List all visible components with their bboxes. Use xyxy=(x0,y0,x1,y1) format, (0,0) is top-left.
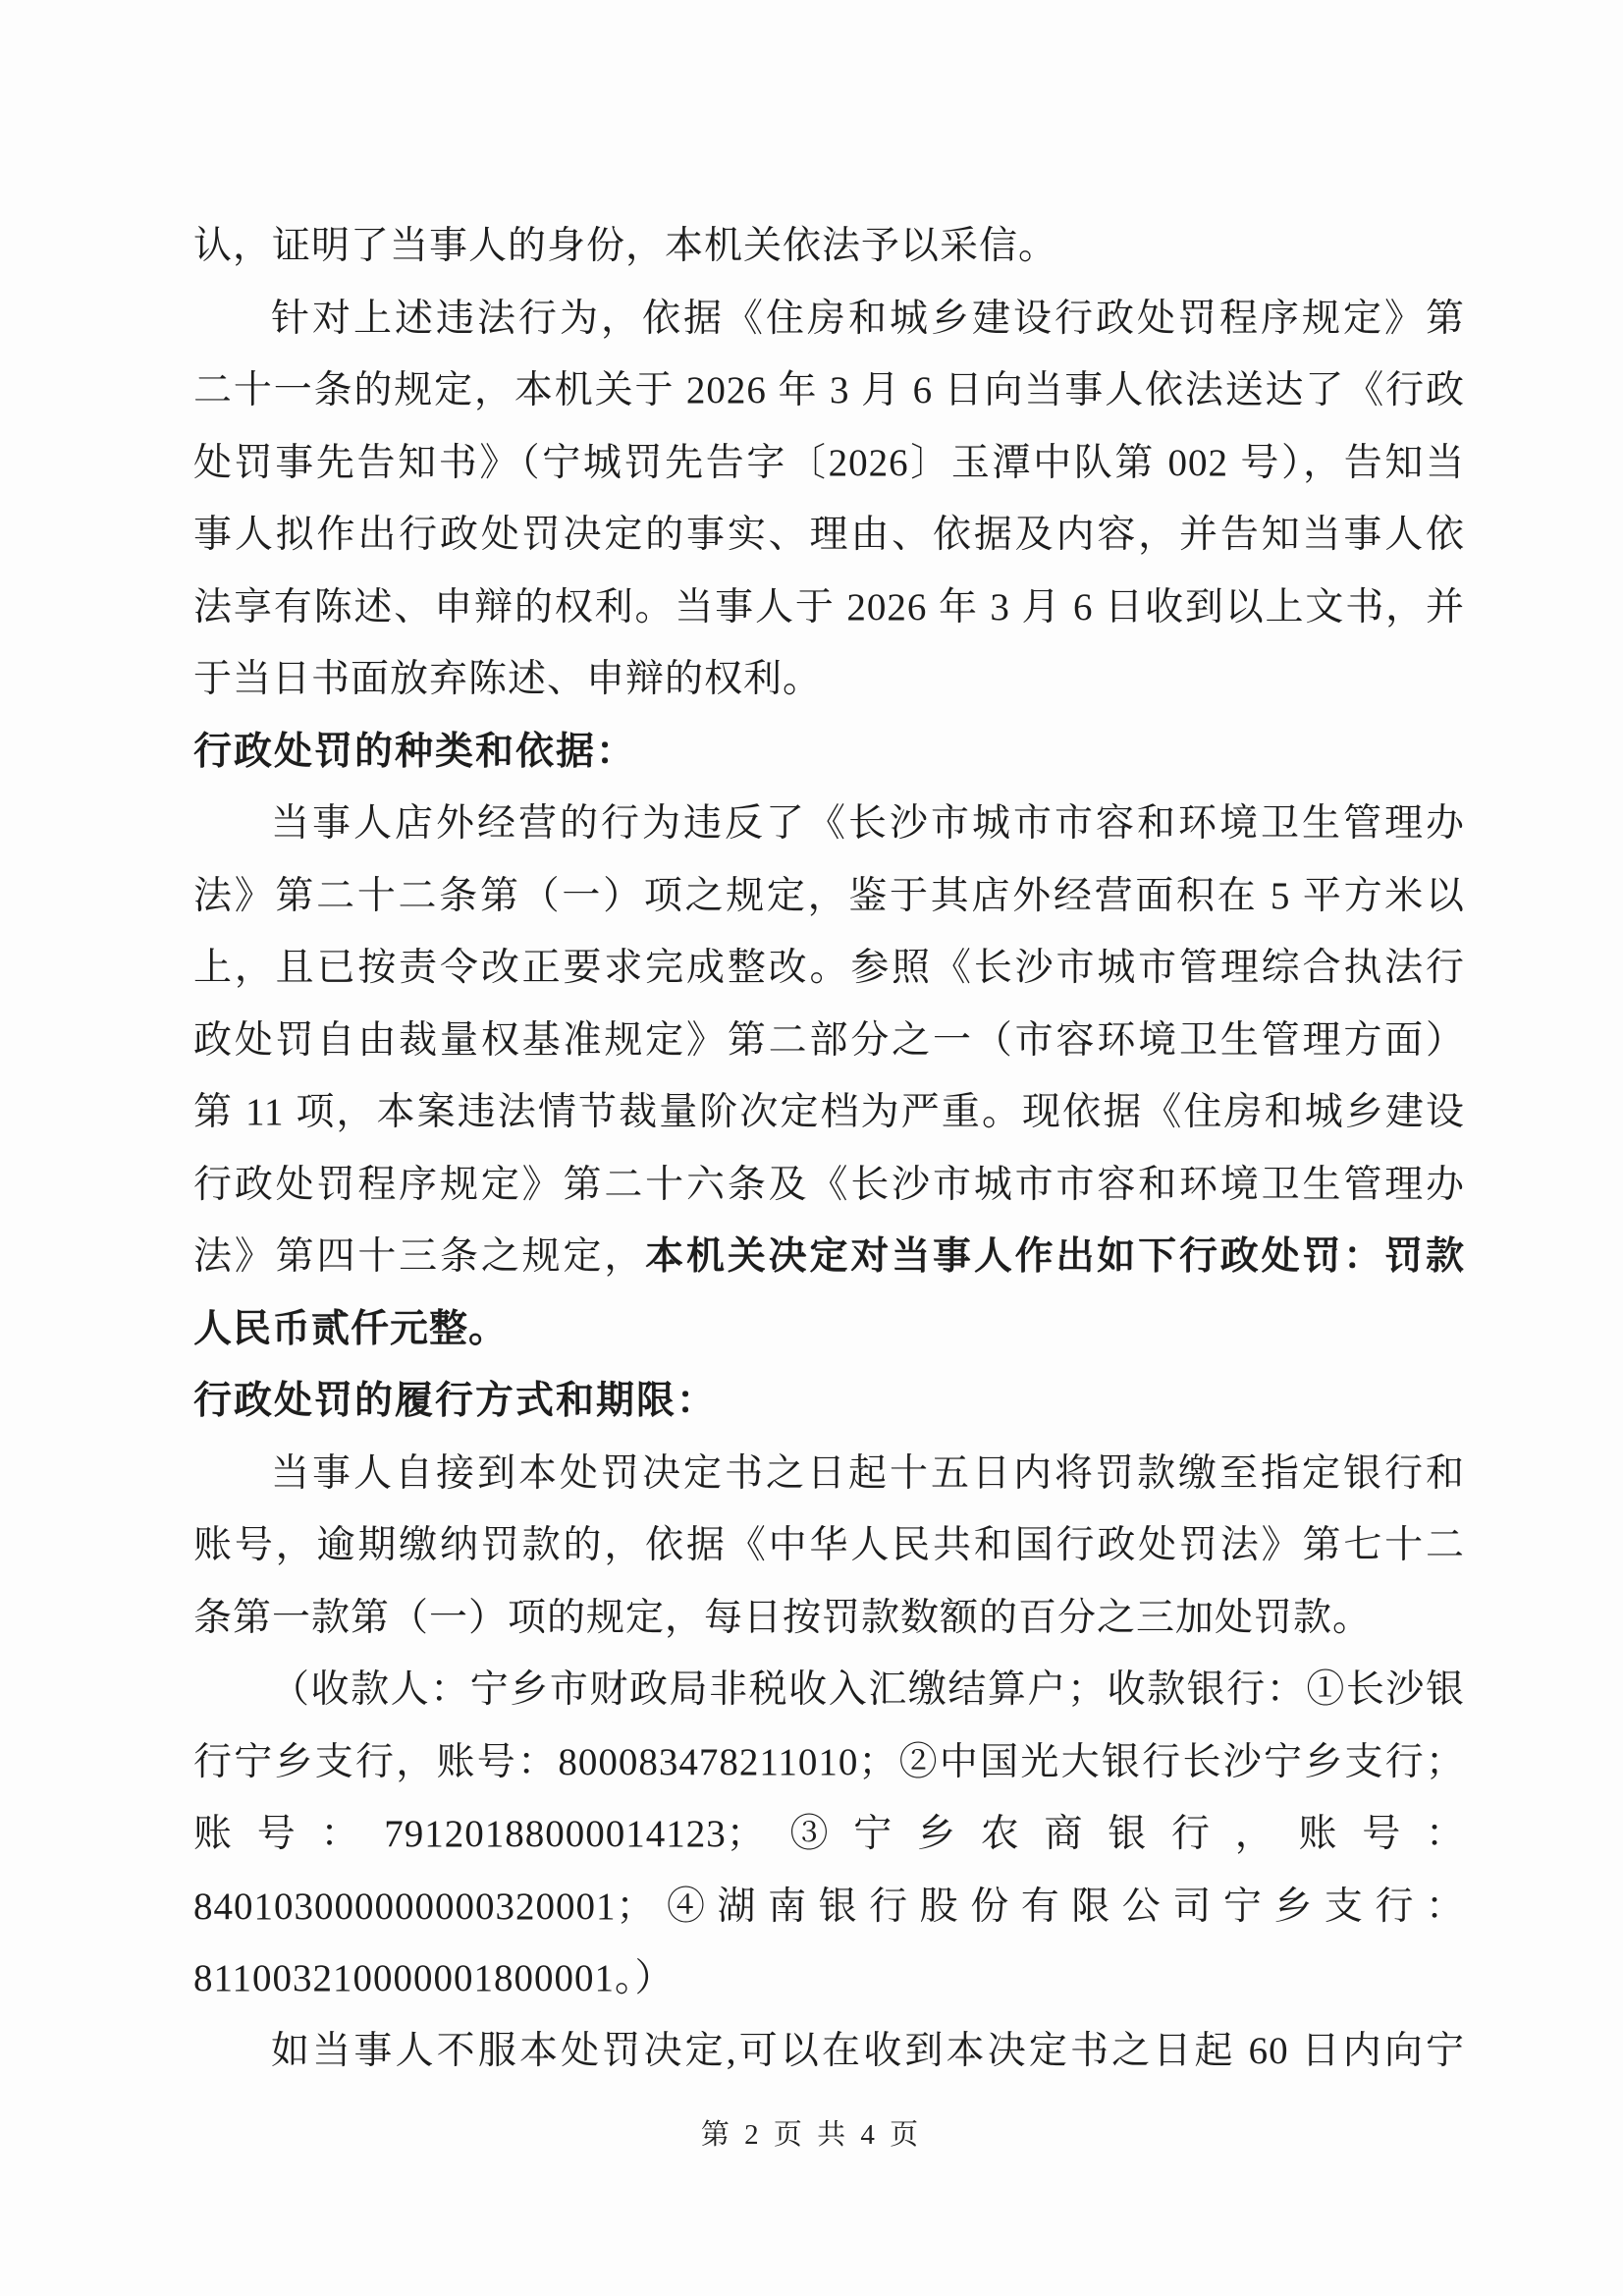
text-line xyxy=(193,355,1465,427)
page-footer xyxy=(0,2117,1623,2153)
text-line xyxy=(193,572,1465,644)
section-heading xyxy=(193,1365,1465,1438)
text-line xyxy=(193,1438,1465,1510)
section-heading xyxy=(193,716,1465,789)
text-segment: 行政处罚程序规定》第二十六条及《长沙市城市市容和环境卫生管理办 xyxy=(193,1163,1465,1206)
text-line xyxy=(193,1582,1465,1655)
text-segment: 法享有陈述、申辩的权利。当事人于 2026 年 3 月 6 日收到以上文书，并 xyxy=(193,585,1465,629)
text-line xyxy=(193,1509,1465,1582)
text-line xyxy=(193,860,1465,933)
text-segment: 如当事人不服本处罚决定,可以在收到本决定书之日起 60 日内向宁 xyxy=(271,2029,1465,2072)
text-line xyxy=(193,1221,1465,1293)
text-segment: 账号，逾期缴纳罚款的，依据《中华人民共和国行政处罚法》第七十二 xyxy=(193,1524,1465,1566)
text-line xyxy=(193,499,1465,572)
text-line xyxy=(193,1293,1465,1366)
text-segment: 法》第四十三条之规定， xyxy=(193,1235,646,1278)
text-line xyxy=(193,1798,1465,1871)
text-line xyxy=(193,1076,1465,1149)
text-segment: 针对上述违法行为，依据《住房和城乡建设行政处罚程序规定》第 xyxy=(271,297,1465,340)
page-number-text: 第 2 页 共 4 页 xyxy=(700,2119,923,2151)
text-line xyxy=(193,427,1465,500)
text-segment: 811003210000001800001。） xyxy=(193,1957,675,1999)
text-segment: 上，且已按责令改正要求完成整改。参照《长沙市城市管理综合执法行 xyxy=(193,947,1465,989)
text-line xyxy=(193,1005,1465,1077)
text-segment: （收款人：宁乡市财政局非税收入汇缴结算户；收款银行：①长沙银 xyxy=(271,1668,1465,1711)
text-line xyxy=(193,1654,1465,1726)
text-segment: 第 11 项，本案违法情节裁量阶次定档为严重。现依据《住房和城乡建设 xyxy=(193,1091,1465,1133)
text-line xyxy=(193,788,1465,860)
text-segment: 条第一款第（一）项的规定，每日按罚款数额的百分之三加处罚款。 xyxy=(193,1596,1373,1639)
text-segment: 当事人店外经营的行为违反了《长沙市城市市容和环境卫生管理办 xyxy=(271,802,1465,845)
text-segment: 840103000000000320001；④湖南银行股份有限公司宁乡支行： xyxy=(193,1885,1465,1928)
text-segment: 本机关决定对当事人作出如下行政处罚：罚款 xyxy=(645,1235,1465,1278)
text-segment: 行政处罚的种类和依据： xyxy=(193,730,637,773)
text-line xyxy=(193,1726,1465,1799)
text-segment: 于当日书面放弃陈述、申辩的权利。 xyxy=(193,658,823,700)
text-line xyxy=(193,932,1465,1005)
text-segment: 账号：79120188000014123；③宁乡农商银行，账号： xyxy=(193,1813,1465,1855)
text-segment: 法》第二十二条第（一）项之规定，鉴于其店外经营面积在 5 平方米以 xyxy=(193,874,1465,917)
text-segment: 认，证明了当事人的身份，本机关依法予以采信。 xyxy=(193,225,1058,267)
text-line xyxy=(193,643,1465,716)
text-segment: 事人拟作出行政处罚决定的事实、理由、依据及内容，并告知当事人依 xyxy=(193,514,1465,556)
text-line xyxy=(193,283,1465,355)
text-segment: 行宁乡支行，账号：800083478211010；②中国光大银行长沙宁乡支行； xyxy=(193,1740,1465,1783)
text-line xyxy=(193,1871,1465,1943)
text-segment: 处罚事先告知书》（宁城罚先告字〔2026〕玉潭中队第 002 号），告知当 xyxy=(193,441,1465,484)
text-segment: 人民币贰仟元整。 xyxy=(193,1307,509,1350)
text-line xyxy=(193,210,1465,283)
text-line xyxy=(193,2015,1465,2088)
text-line xyxy=(193,1149,1465,1222)
text-line xyxy=(193,1942,1465,2015)
text-segment: 当事人自接到本处罚决定书之日起十五日内将罚款缴至指定银行和 xyxy=(271,1451,1465,1495)
text-segment: 政处罚自由裁量权基准规定》第二部分之一（市容环境卫生管理方面） xyxy=(193,1018,1465,1062)
document-text xyxy=(193,210,1465,2087)
text-segment: 行政处罚的履行方式和期限： xyxy=(193,1380,718,1422)
text-segment: 二十一条的规定，本机关于 2026 年 3 月 6 日向当事人依法送达了《行政 xyxy=(193,369,1465,411)
